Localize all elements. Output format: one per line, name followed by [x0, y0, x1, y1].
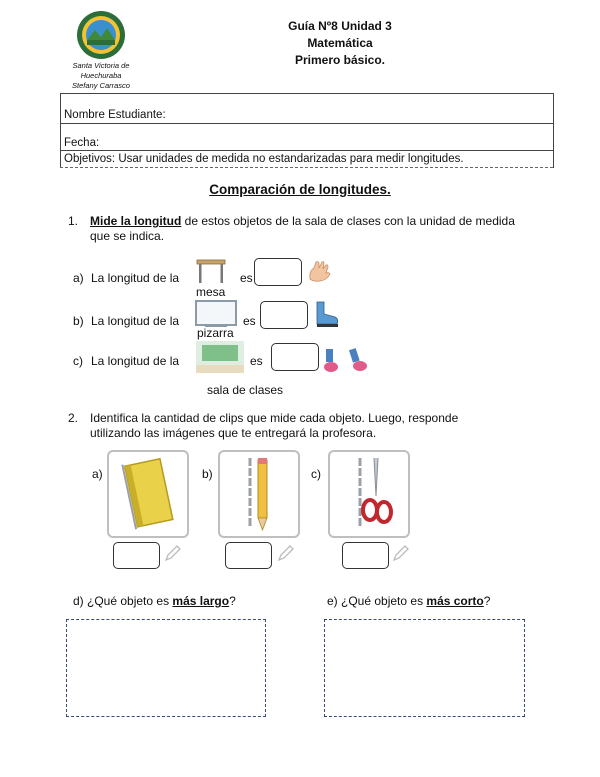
q2-c-letter: c)	[311, 467, 321, 481]
q1-rest: de estos objetos de la sala de clases con la unidad de medida	[181, 214, 515, 228]
item-b-object: pizarra	[197, 326, 234, 340]
hand-icon	[307, 259, 333, 283]
q1-number: 1.	[68, 214, 79, 228]
item-a-letter: a)	[73, 271, 84, 285]
objective-text: Objetivos: Usar unidades de medida no estandarizadas para medir longitudes.	[64, 153, 464, 165]
answer-area-d[interactable]	[66, 619, 266, 717]
guide-grade: Primero básico.	[294, 53, 386, 67]
qd-bold: más largo	[172, 594, 230, 608]
answer-box-q2c[interactable]	[342, 542, 389, 569]
item-a-prefix: La longitud de la	[91, 271, 180, 285]
teacher-name: Stefany Carrasco	[72, 81, 130, 90]
guide-subject: Matemática	[307, 36, 373, 50]
pencil-icon	[163, 543, 183, 563]
school-name-2: Huechuraba	[80, 71, 122, 80]
student-name-label: Nombre Estudiante:	[64, 109, 166, 121]
scissors-with-clips-icon	[328, 450, 410, 538]
answer-box-q2a[interactable]	[113, 542, 160, 569]
qe-question	[327, 594, 490, 608]
q1-bold: Mide la longitud	[90, 214, 182, 228]
pencil-with-clips-icon	[218, 450, 300, 538]
q2-line1: Identifica la cantidad de clips que mide cada objeto. Luego, responde	[90, 411, 459, 425]
item-a-object: mesa	[196, 285, 226, 299]
qe-suffix: ?	[483, 594, 491, 608]
guide-header	[240, 18, 440, 69]
desk-icon	[196, 257, 226, 285]
foot-icon	[313, 300, 341, 328]
answer-box-a[interactable]	[254, 258, 302, 286]
classroom-icon	[196, 341, 244, 373]
school-info	[52, 61, 150, 91]
pencil-icon	[391, 543, 411, 563]
qd-question	[73, 594, 236, 608]
answer-box-b[interactable]	[260, 301, 308, 329]
shoes-icon	[322, 348, 368, 374]
item-b-letter: b)	[73, 314, 84, 328]
qd-suffix: ?	[229, 594, 236, 608]
date-label: Fecha:	[64, 137, 100, 149]
item-b-es: es	[243, 314, 256, 328]
answer-box-q2b[interactable]	[225, 542, 272, 569]
answer-area-e[interactable]	[324, 619, 525, 717]
q2-number: 2.	[68, 411, 79, 425]
qe-bold: más corto	[426, 594, 484, 608]
qe-letter: e)	[327, 594, 338, 608]
section-title: Comparación de longitudes.	[209, 182, 391, 197]
pencil-icon	[276, 543, 296, 563]
notebook-with-clips-icon	[107, 450, 189, 538]
qd-prefix: ¿Qué objeto es	[87, 594, 173, 608]
item-c-es: es	[250, 354, 263, 368]
school-seal-icon	[76, 10, 126, 60]
q2-b-letter: b)	[202, 467, 213, 481]
item-c-letter: c)	[73, 354, 83, 368]
q2-a-letter: a)	[92, 467, 103, 481]
qe-prefix: ¿Qué objeto es	[341, 594, 427, 608]
whiteboard-icon	[195, 300, 237, 328]
item-a-es: es	[240, 271, 253, 285]
answer-box-c[interactable]	[271, 343, 319, 371]
q1-statement	[90, 214, 560, 229]
item-c-prefix: La longitud de la	[91, 354, 180, 368]
item-b-prefix: La longitud de la	[91, 314, 180, 328]
school-name-1: Santa Victoria de	[72, 61, 130, 70]
qd-letter: d)	[73, 594, 84, 608]
divider	[60, 167, 553, 168]
q2-line2: utilizando las imágenes que te entregará la profesora.	[90, 426, 377, 440]
student-info-box	[60, 93, 554, 168]
item-c-object: sala de clases	[207, 383, 284, 397]
q1-line2: que se indica.	[90, 229, 165, 243]
guide-title: Guía Nº8 Unidad 3	[288, 19, 392, 33]
